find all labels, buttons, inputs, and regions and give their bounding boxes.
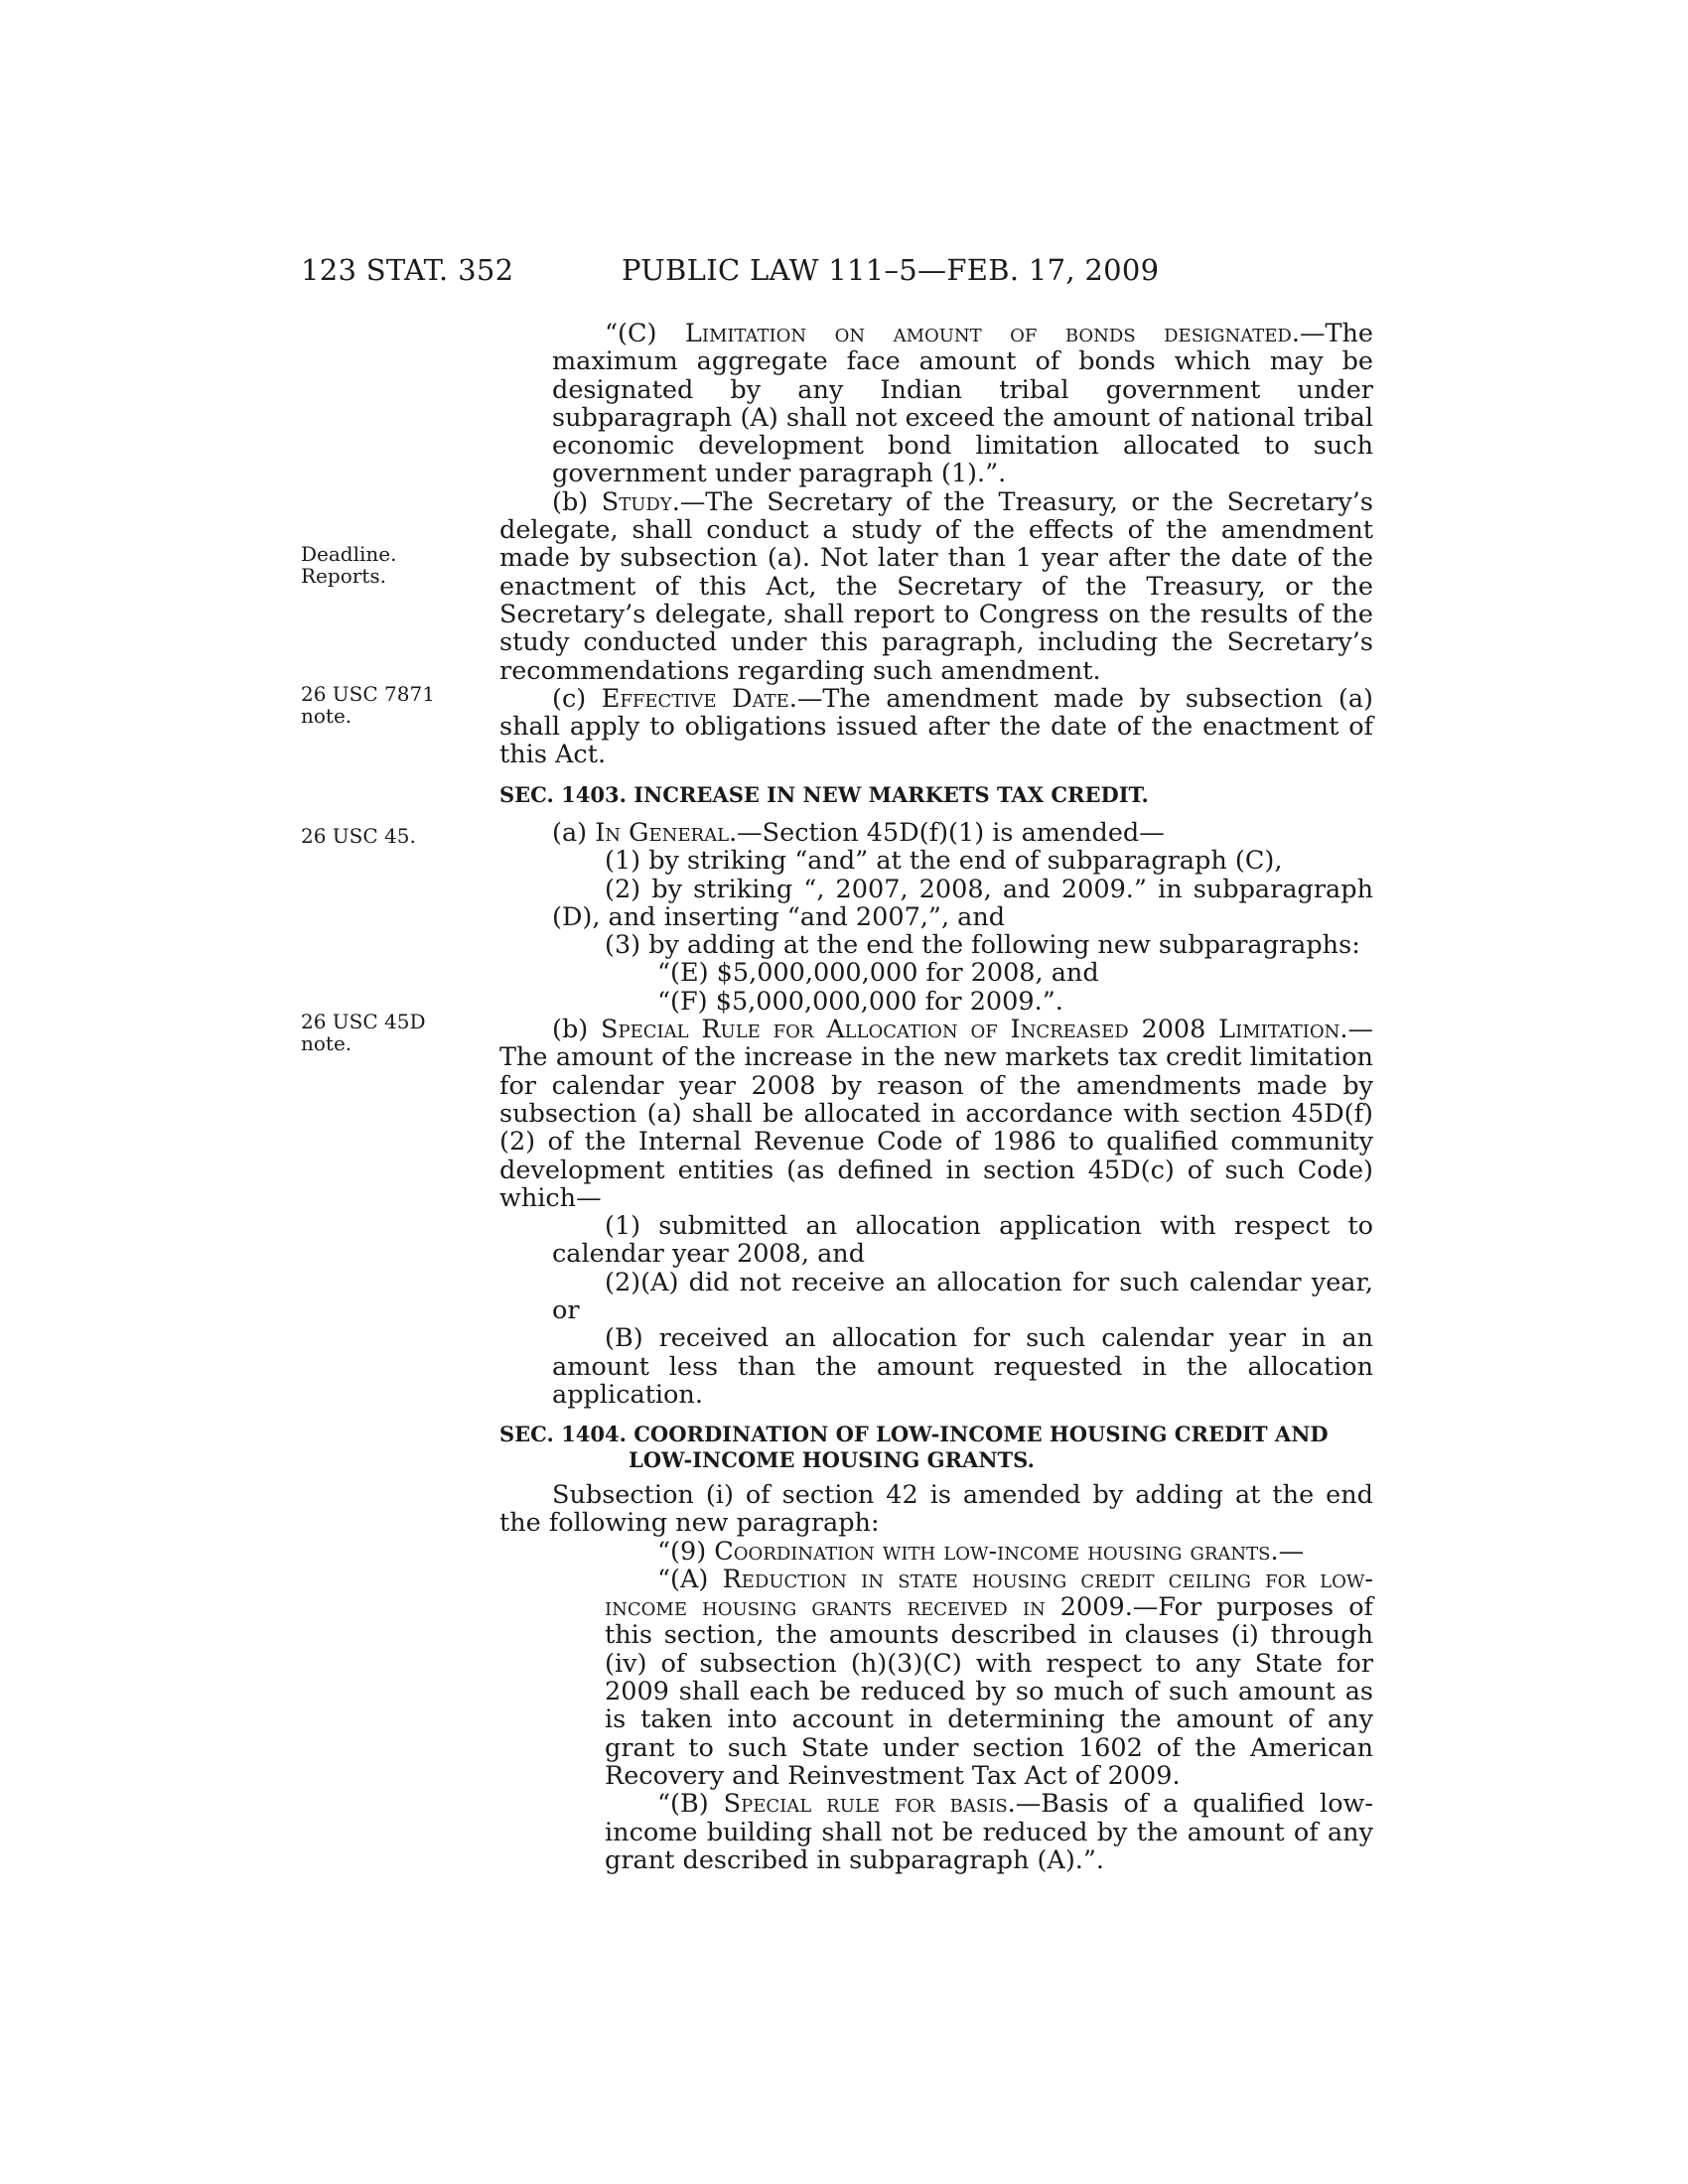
sec1403-subsection-a [499,819,1373,847]
subparagraph-c-body: .—The maximum aggregate face amount of bonds which may be designated by any Indian tribal government under subparagraph (A) shall not exceed the amount of national tribal economic development bond limitation allocated to such government under paragraph (1).”. [552,319,1373,489]
sec1404-a-body: .—For purposes of this section, the amounts described in clauses (i) through (iv) of subsection (h)(3)(C) with respect to any State for 2009 shall each be reduced by so much of such amount as is taken into account in determining the amount of any grant to such State under section 1602 of the American Recovery and Reinvestment Tax Act of 2009. [605,1592,1373,1791]
sec1404-b-lead: “(B) [657,1789,724,1820]
subsection-c-lead: (c) [552,683,602,714]
margin-note-usc-45d [301,1011,480,1054]
sec1403-b-heading: Special Rule for Allocation of Increased 2008 Limitation [601,1015,1340,1045]
sec1403-item-1: (1) by striking “and” at the end of subparagraph (C), [605,846,1283,877]
sec1404-intro: Subsection (i) of section 42 is amended by adding at the end the following new paragraph: [499,1480,1373,1539]
sec1403-a-heading: In General [595,818,730,848]
sec1404-subparagraph-a [499,1566,1373,1790]
margin-note-usc-45d-line2: note. [301,1031,352,1055]
sec1403-item-2: (2) by striking “, 2007, 2008, and 2009.” in subparagraph (D), and inserting “and 2007,”, and [552,874,1373,932]
subsection-c-heading: Effective Date [601,683,789,714]
sec1403-b-lead: (b) [552,1015,602,1045]
section-1403-heading: SEC. 1403. INCREASE IN NEW MARKETS TAX CREDIT. [499,782,1149,807]
subsection-b-lead: (b) [552,486,602,517]
running-head [301,253,1373,293]
subsection-b-study [499,488,1373,685]
sec1403-item-3: (3) by adding at the end the following new subparagraphs: [605,930,1360,961]
sec1404-subparagraph-b [499,1790,1373,1874]
sec1403-b-body: .—The amount of the increase in the new markets tax credit limitation for calendar year 2008 by reason of the amendments made by subsection (a) shall be allocated in accordance with section 45D(f)(2) of the Internal Revenue Code of 1986 to qualified community development entities (as defined in section 45D(c) of such Code) which— [499,1015,1374,1213]
sec1403-item-3e: “(E) $5,000,000,000 for 2008, and [657,958,1099,989]
sec1404-a-heading: Reduction in state housing credit ceiling for low-income housing grants received in 2009 [605,1564,1373,1623]
sec1404-a-lead: “(A) [657,1564,723,1594]
subparagraph-c-lead: “(C) [605,319,685,348]
sec1404-p9-heading: Coordination with low-income housing grants [714,1536,1271,1567]
section-1404-body [499,1481,1373,1874]
subsection-b-heading: Study [601,486,672,517]
subparagraph-c-heading: Limitation on amount of bonds designated [684,319,1292,348]
sec1403-item-3f: “(F) $5,000,000,000 for 2009.”. [657,986,1063,1017]
margin-note-usc-45d-line1: 26 USC 45D [301,1010,426,1033]
sec1403-a-lead: (a) [552,818,596,848]
margin-note-usc-45 [301,825,480,847]
subsection-c-body: .—The amendment made by subsection (a) shall apply to obligations issued after the date of the enactment of this Act. [499,683,1373,770]
sec1404-b-heading: Special rule for basis [723,1789,1008,1820]
section-1404-heading-line1: SEC. 1404. COORDINATION OF LOW-INCOME HOUSING CREDIT AND [499,1422,1329,1446]
margin-note-usc-7871 [301,683,480,727]
sec1404-p9-lead: “(9) [657,1536,715,1567]
margin-note-deadline: Deadline. [301,542,397,566]
sec1404-paragraph-9 [499,1538,1373,1566]
section-1404-heading [499,1422,1373,1473]
margin-note-usc-45-line1: 26 USC 45. [301,824,416,848]
stat-page-number: 123 STAT. 352 [301,253,514,287]
section-1404-heading-line2: LOW-INCOME HOUSING GRANTS. [629,1447,1035,1472]
section-1403-body [499,819,1373,1409]
margin-note-reports: Reports. [301,564,386,588]
sec1403-b-item-1: (1) submitted an allocation application with respect to calendar year 2008, and [552,1211,1373,1270]
sec1403-b-item-2b: (B) received an allocation for such calendar year in an amount less than the amount requested in the allocation application. [552,1323,1373,1410]
sec1404-p9-dash: .— [1270,1536,1305,1567]
sec1404-b-body: .—Basis of a qualified low-income building shall not be reduced by the amount of any grant described in subparagraph (A).”. [605,1789,1373,1875]
sec1403-b-item-2a: (2)(A) did not receive an allocation for such calendar year, or [552,1267,1373,1326]
subparagraph-c [499,320,1373,488]
sec1403-subsection-b [499,1016,1373,1212]
amendment-block-1 [499,320,1373,769]
subsection-c-effective-date [499,685,1373,769]
subsection-b-body: .—The Secretary of the Treasury, or the Secretary’s delegate, shall conduct a study of the effects of the amendment made by subsection (a). Not later than 1 year after the date of the enactment of this Act, the Secretary of the Treasury, or the Secretary’s delegate, shall report to Congress on the results of the study conducted under this paragraph, including the Secretary’s recommendations regarding such amendment. [499,486,1373,686]
margin-note-usc-7871-line1: 26 USC 7871 [301,682,435,706]
sec1403-a-body: .—Section 45D(f)(1) is amended— [729,818,1165,848]
margin-note-deadline-reports [301,543,480,587]
margin-note-usc-7871-line2: note. [301,704,352,728]
public-law-title: PUBLIC LAW 111–5—FEB. 17, 2009 [622,253,1160,287]
